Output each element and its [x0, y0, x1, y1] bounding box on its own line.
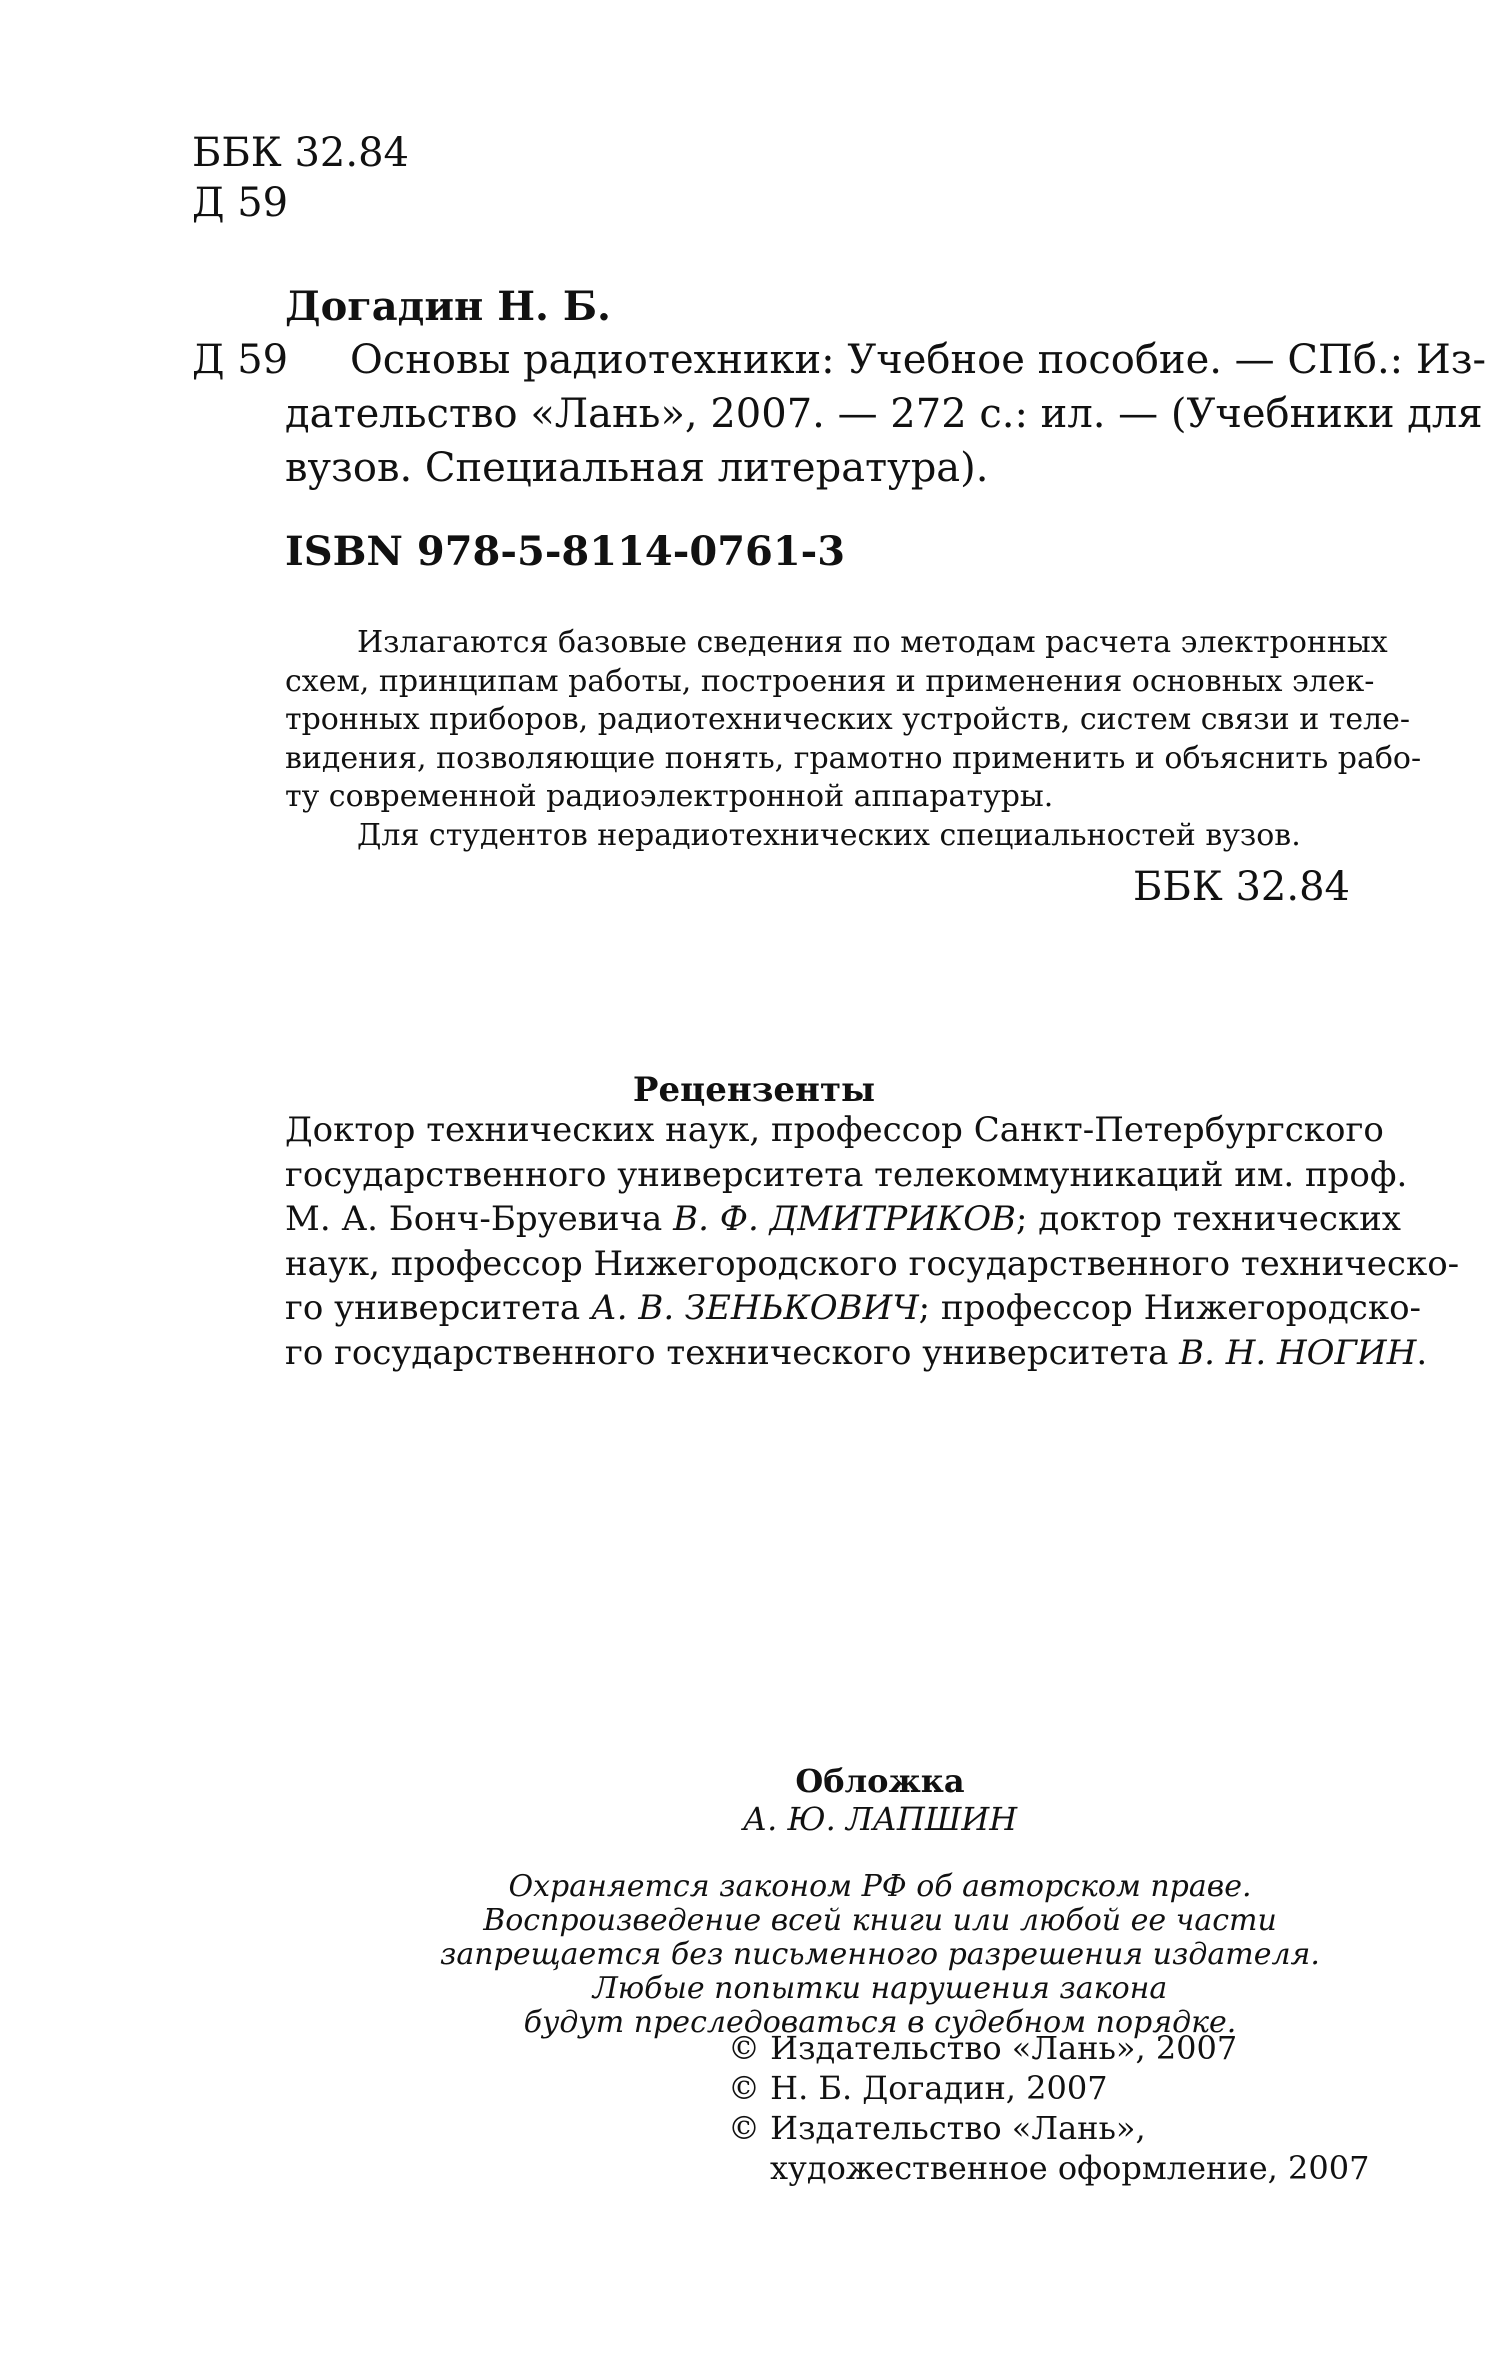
reviewers-line: Доктор технических наук, профессор Санкт-Петербургского — [285, 1110, 1384, 1150]
legal-line: Охраняется законом РФ об авторском праве. — [508, 1869, 1252, 1904]
reviewers-line: государственного университета телекоммуникаций им. проф. — [285, 1154, 1408, 1195]
author-mark: Д 59 — [192, 180, 289, 226]
reviewers-line: наук, профессор Нижегородского государственного техническо- — [285, 1243, 1460, 1284]
isbn: ISBN 978-5-8114-0761-3 — [285, 528, 846, 575]
legal-notice — [380, 1870, 1380, 2040]
reviewer-name: В. Ф. ДМИТРИКОВ — [673, 1199, 1017, 1240]
reviewers-line — [285, 1286, 1422, 1331]
annotation — [285, 624, 1422, 855]
description-line: вузов. Специальная литература). — [285, 445, 989, 491]
annotation-line: тронных приборов, радиотехнических устройств, систем связи и теле- — [285, 702, 1411, 737]
copyright-line: © Издательство «Лань», — [728, 2109, 1146, 2147]
author-mark-inline: Д 59 — [192, 337, 289, 383]
bbk-header — [192, 128, 409, 228]
annotation-line: видения, позволяющие понять, грамотно применить и объяснить рабо- — [285, 740, 1422, 776]
bbk-code-footer: ББК 32.84 — [1133, 864, 1350, 910]
reviewers-title: Рецензенты — [632, 1070, 876, 1110]
reviewers-text-plain: ; доктор технических — [1016, 1199, 1401, 1240]
reviewers-line — [285, 1331, 1428, 1376]
cover-title: Обложка — [795, 1762, 965, 1800]
annotation-line: Излагаются базовые сведения по методам расчета электронных — [357, 625, 1388, 660]
reviewers-text-plain: ; профессор Нижегородско- — [918, 1288, 1422, 1329]
cover-designer: А. Ю. ЛАПШИН — [742, 1800, 1018, 1838]
reviewers-line — [285, 1197, 1401, 1242]
reviewers-text-plain: го университета — [285, 1288, 591, 1329]
annotation-line: ту современной радиоэлектронной аппаратуры. — [285, 779, 1054, 814]
legal-line: будут преследоваться в судебном порядке. — [523, 2005, 1237, 2040]
description-line: дательство «Лань», 2007. — 272 с.: ил. — (Учебники для — [285, 391, 1483, 437]
copyright-line: © Издательство «Лань», 2007 — [728, 2029, 1238, 2067]
annotation-audience: Для студентов нерадиотехнических специальностей вузов. — [357, 817, 1301, 853]
description-line: Основы радиотехники: Учебное пособие. — СПб.: Из- — [350, 337, 1487, 383]
reviewers-text-plain: . — [1416, 1332, 1428, 1373]
reviewers-text-plain: М. А. Бонч-Бруевича — [285, 1199, 674, 1240]
book-description — [285, 333, 1487, 495]
legal-line: запрещается без письменного разрешения издателя. — [440, 1937, 1320, 1972]
bbk-code: ББК 32.84 — [192, 130, 409, 176]
reviewer-name: А. В. ЗЕНЬКОВИЧ — [590, 1288, 919, 1329]
reviewers-text — [285, 1108, 1460, 1376]
reviewers-text-plain: го государственного технического университета — [285, 1332, 1180, 1373]
legal-line: Воспроизведение всей книги или любой ее части — [483, 1903, 1277, 1938]
annotation-line: схем, принципам работы, построения и применения основных элек- — [285, 663, 1375, 699]
legal-line: Любые попытки нарушения закона — [592, 1971, 1168, 2006]
copyright-line: художественное оформление, 2007 — [770, 2149, 1370, 2187]
copyright-line: © Н. Б. Догадин, 2007 — [728, 2069, 1108, 2107]
reviewer-name: В. Н. НОГИН — [1179, 1332, 1417, 1373]
book-author: Догадин Н. Б. — [285, 283, 611, 330]
copyright-block — [728, 2028, 1369, 2188]
